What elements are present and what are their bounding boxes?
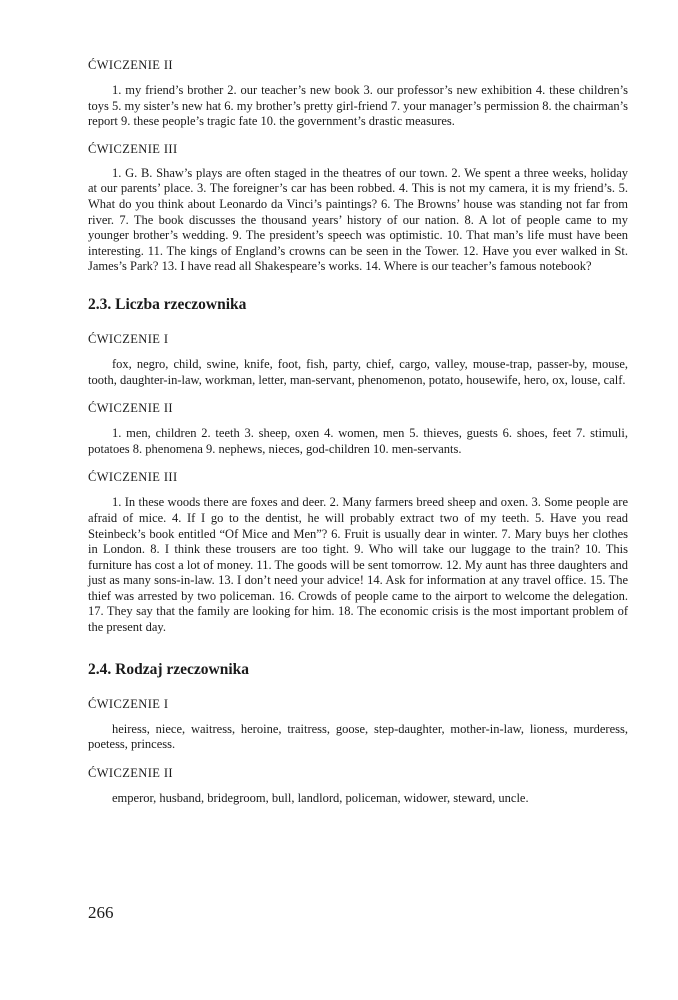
exercise-heading: ĆWICZENIE II xyxy=(88,401,173,416)
page-number: 266 xyxy=(88,903,114,922)
exercise-heading: ĆWICZENIE II xyxy=(88,58,173,72)
exercise-text: 1. men, children 2. teeth 3. sheep, oxen 4. women, men 5. thieves, guests 6. shoes, feet 7. stimuli, potatoes 8. phenomena 9. nephews, nieces, god-children 10. men-servants. xyxy=(88,426,628,456)
section-title: 2.3. Liczba rzeczownika xyxy=(88,295,247,313)
exercise-text: heiress, niece, waitress, heroine, traitress, goose, step-daughter, mother-in-law, lioness, murderess, poetess, princess. xyxy=(88,721,628,752)
exercise-heading: ĆWICZENIE II xyxy=(88,765,173,780)
exercise-heading: ĆWICZENIE I xyxy=(88,696,169,711)
page-content xyxy=(88,56,628,806)
exercise-text: fox, negro, child, swine, knife, foot, fish, party, chief, cargo, valley, mouse-trap, passer-by, mouse, tooth, daughter-in-law, workman, letter, man-servant, phenomenon, potato, housewife, hero, ox, louse, calf. xyxy=(88,356,628,387)
exercise-text: 1. G. B. Shaw’s plays are often staged in the theatres of our town. 2. We spent a three weeks, holiday at our parents’ place. 3. The foreigner’s car has been robbed. 4. This is not my camera, it is my friend’s. 5. What do you think about Leonardo da Vinci’s paintings? 6. The Browns’ house was standing not far from river. 7. The book discusses the thousand years’ history of our nation. 8. A lot of people came to my younger brother’s wedding. 9. The president’s speech was optimistic. 10. That man’s life must have been interesting. 11. The kings of England’s crowns can be seen in the Tower. 12. Have you ever walked in St. James’s Park? 13. I have read all Shakespeare’s works. 14. Where is our teacher’s famous notebook? xyxy=(88,165,628,274)
exercise-text: 1. my friend’s brother 2. our teacher’s new book 3. our professor’s new exhibition 4. these children’s toys 5. my sister’s new hat 6. my brother’s pretty girl-friend 7. your manager’s permission 8. the chairman’s report 9. these people’s tragic fate 10. the government’s drastic measures. xyxy=(88,83,628,129)
section-title: 2.4. Rodzaj rzeczownika xyxy=(88,660,249,678)
exercise-heading: ĆWICZENIE III xyxy=(88,470,178,485)
exercise-heading: ĆWICZENIE I xyxy=(88,331,169,346)
exercise-heading: ĆWICZENIE III xyxy=(88,141,178,156)
exercise-text: 1. In these woods there are foxes and deer. 2. Many farmers breed sheep and oxen. 3. Some people are afraid of mice. 4. If I go to the dentist, he will probably extract two of my teeth. 5. Have you read Steinbeck’s book entitled “Of Mice and Men”? 6. Fruit is usually dear in winter. 7. Mary buys her clothes in London. 8. I think these trousers are too tight. 9. Who will take our luggage to the train? 10. This furniture has cost a lot of money. 11. The goods will be sent tomorrow. 12. My aunt has three daughters and just as many sons-in-law. 13. I don’t need your advice! 14. Ask for information at any travel office. 15. The thief was arrested by two policeman. 16. Crowds of people came to the airport to welcome the delegation. 17. They say that the family are looking for him. 18. The economic crisis is the most important problem of the present day. xyxy=(88,495,628,635)
exercise-text: emperor, husband, bridegroom, bull, landlord, policeman, widower, steward, uncle. xyxy=(112,790,529,805)
